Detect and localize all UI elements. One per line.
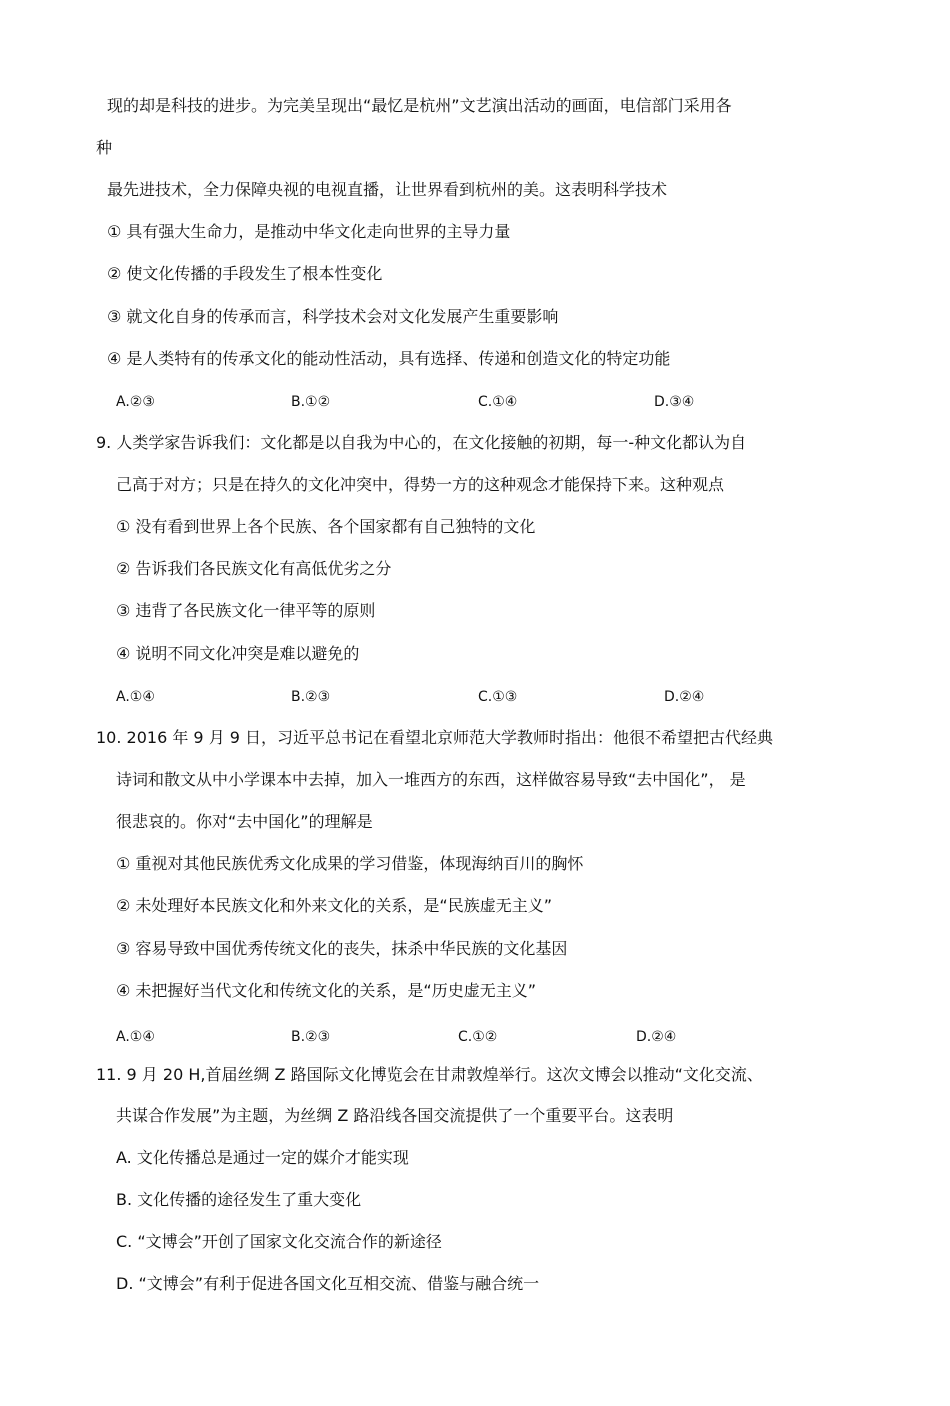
q10-item-1: ① 重视对其他民族优秀文化成果的学习借鉴，体现海纳百川的胸怀 <box>116 854 584 873</box>
q8-option-c: C.①④ <box>478 394 518 410</box>
q9-option-b: B.②③ <box>291 689 331 705</box>
q9-item-2: ② 告诉我们各民族文化有高低优劣之分 <box>116 559 392 578</box>
q11-stem-line-1: 11. 9 月 20 H,首届丝绸 Z 路国际文化博览会在甘肃敦煌举行。这次文博会以推动“文化交流、 <box>96 1065 763 1084</box>
q8-item-2: ② 使文化传播的手段发生了根本性变化 <box>107 264 383 283</box>
q10-stem-line-3: 很悲哀的。你对“去中国化”的理解是 <box>116 812 373 831</box>
q9-stem-line-1: 9. 人类学家告诉我们：文化都是以自我为中心的，在文化接触的初期，每一-种文化都认为自 <box>96 433 747 452</box>
q8-stem-line-2: 最先进技术，全力保障央视的电视直播，让世界看到杭州的美。这表明科学技术 <box>107 180 668 199</box>
q11-option-d: D. “文博会”有利于促进各国文化互相交流、借鉴与融合统一 <box>116 1274 540 1293</box>
q8-stem-line-1: 现的却是科技的进步。为完美呈现出“最忆是杭州”文艺演出活动的画面，电信部门采用各 <box>107 96 732 115</box>
q9-item-3: ③ 违背了各民族文化一律平等的原则 <box>116 601 376 620</box>
q8-option-d: D.③④ <box>654 394 695 410</box>
q10-item-3: ③ 容易导致中国优秀传统文化的丧失，抹杀中华民族的文化基因 <box>116 939 568 958</box>
q10-item-4: ④ 未把握好当代文化和传统文化的关系，是“历史虚无主义” <box>116 981 537 1000</box>
q10-stem-line-1: 10. 2016 年 9 月 9 日，习近平总书记在看望北京师范大学教师时指出：他很不希望把古代经典 <box>96 728 774 747</box>
q11-option-b: B. 文化传播的途径发生了重大变化 <box>116 1190 362 1209</box>
q11-option-a: A. 文化传播总是通过一定的媒介才能实现 <box>116 1148 409 1167</box>
q11-stem-line-2: 共谋合作发展”为主题，为丝绸 Z 路沿线各国交流提供了一个重要平台。这表明 <box>116 1106 674 1125</box>
q8-option-b: B.①② <box>291 394 331 410</box>
q9-option-a: A.①④ <box>116 689 155 705</box>
q10-option-d: D.②④ <box>636 1029 677 1045</box>
q11-option-c: C. “文博会”开创了国家文化交流合作的新途径 <box>116 1232 442 1251</box>
q9-stem-line-2: 己高于对方；只是在持久的文化冲突中，得势一方的这种观念才能保持下来。这种观点 <box>116 475 725 494</box>
q8-item-1: ① 具有强大生命力，是推动中华文化走向世界的主导力量 <box>107 222 511 241</box>
q10-stem-line-2: 诗词和散文从中小学课本中去掉，加入一堆西方的东西，这样做容易导致“去中国化”， 是 <box>116 770 746 789</box>
q10-option-c: C.①② <box>458 1029 498 1045</box>
q8-item-4: ④ 是人类特有的传承文化的能动性活动，具有选择、传递和创造文化的特定功能 <box>107 349 671 368</box>
q8-stem-line-1-tail: 种 <box>96 138 113 157</box>
q10-option-a: A.①④ <box>116 1029 155 1045</box>
q9-option-d: D.②④ <box>664 689 705 705</box>
q9-item-1: ① 没有看到世界上各个民族、各个国家都有自己独特的文化 <box>116 517 536 536</box>
q8-option-a: A.②③ <box>116 394 155 410</box>
q10-option-b: B.②③ <box>291 1029 331 1045</box>
q9-option-c: C.①③ <box>478 689 518 705</box>
q8-item-3: ③ 就文化自身的传承而言，科学技术会对文化发展产生重要影响 <box>107 307 559 326</box>
q9-item-4: ④ 说明不同文化冲突是难以避免的 <box>116 644 360 663</box>
q10-item-2: ② 未处理好本民族文化和外来文化的关系，是“民族虚无主义” <box>116 896 553 915</box>
